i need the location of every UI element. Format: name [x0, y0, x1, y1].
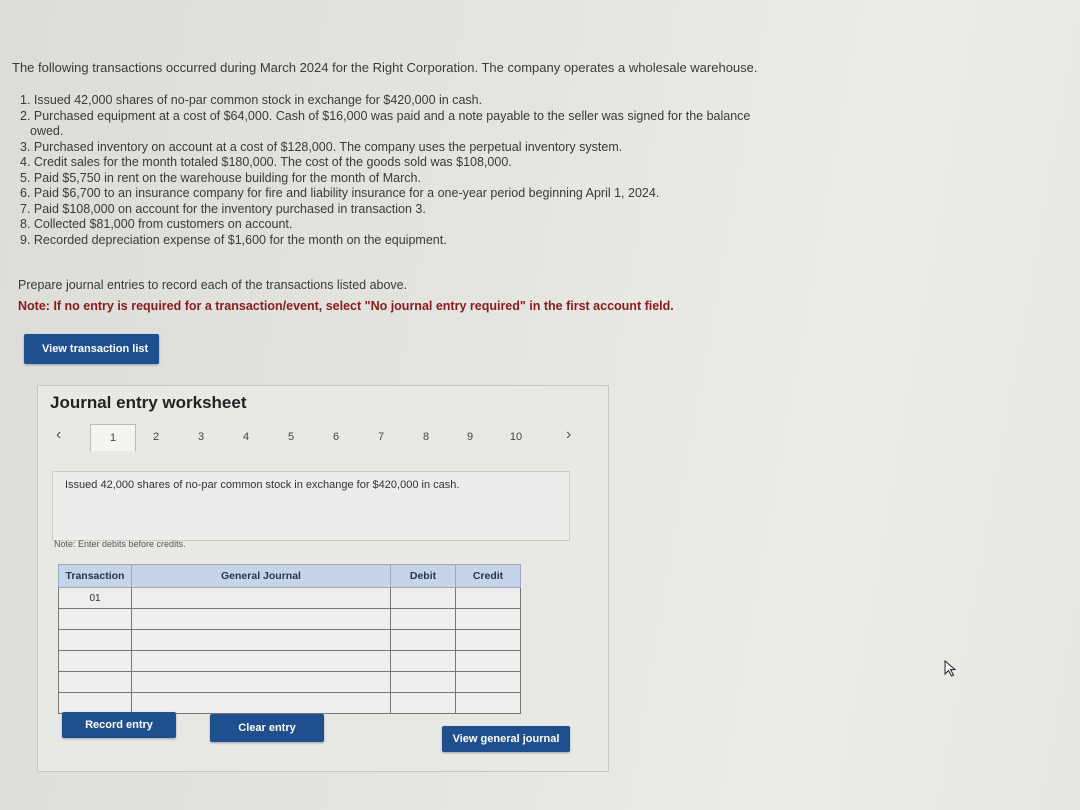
list-item: 1. Issued 42,000 shares of no-par common stock in exchange for $420,000 in cash. — [20, 93, 483, 107]
tab-9[interactable]: 9 — [466, 431, 474, 443]
table-row — [59, 651, 521, 672]
transaction-description: Issued 42,000 shares of no-par common stock in exchange for $420,000 in cash. — [52, 471, 570, 541]
transaction-cell — [59, 693, 132, 714]
journal-table — [58, 564, 521, 714]
credit-input[interactable] — [456, 693, 521, 714]
transaction-cell — [59, 630, 132, 651]
credit-input[interactable] — [456, 672, 521, 693]
record-entry-button[interactable]: Record entry — [62, 712, 176, 738]
table-row — [59, 630, 521, 651]
debit-input[interactable] — [391, 630, 456, 651]
list-item: 2. Purchased equipment at a cost of $64,000. Cash of $16,000 was paid and a note payable to the seller was signed for the balance — [20, 108, 751, 123]
journal-worksheet — [37, 385, 609, 772]
transaction-cell: 01 — [59, 588, 132, 609]
instruction-text: Prepare journal entries to record each of the transactions listed above. — [18, 278, 408, 292]
list-item: 5. Paid $5,750 in rent on the warehouse building for the month of March. — [20, 170, 421, 185]
list-item: owed. — [30, 124, 64, 138]
chevron-left-icon[interactable]: ‹ — [56, 426, 62, 443]
list-item: 3. Purchased inventory on account at a cost of $128,000. The company uses the perpetual inventory system. — [20, 139, 623, 154]
header-debit: Debit — [391, 565, 456, 588]
credit-input[interactable] — [456, 609, 521, 630]
tab-5[interactable]: 5 — [287, 431, 295, 443]
account-select[interactable] — [132, 630, 391, 651]
account-select[interactable] — [132, 588, 391, 609]
account-select[interactable] — [132, 693, 391, 714]
transaction-cell — [59, 672, 132, 693]
tab-1[interactable]: 1 — [90, 424, 136, 451]
list-item: 8. Collected $81,000 from customers on account. — [20, 217, 293, 231]
table-row — [59, 672, 521, 693]
clear-entry-button[interactable]: Clear entry — [210, 714, 324, 742]
view-general-journal-button[interactable]: View general journal — [442, 726, 570, 752]
table-row — [59, 588, 521, 609]
credit-input[interactable] — [456, 630, 521, 651]
transaction-list — [20, 93, 860, 248]
table-row — [59, 609, 521, 630]
header-credit: Credit — [456, 565, 521, 588]
transaction-cell — [59, 609, 132, 630]
tab-3[interactable]: 3 — [197, 431, 205, 443]
tab-2[interactable]: 2 — [152, 431, 160, 443]
worksheet-title: Journal entry worksheet — [50, 393, 247, 412]
credit-input[interactable] — [456, 651, 521, 672]
view-transaction-list-button[interactable]: View transaction list — [24, 334, 159, 364]
list-item: 6. Paid $6,700 to an insurance company for fire and liability insurance for a one-year period beginning April 1, 2024. — [20, 186, 660, 200]
list-item: 7. Paid $108,000 on account for the inventory purchased in transaction 3. — [20, 201, 426, 216]
account-select[interactable] — [132, 609, 391, 630]
tab-10[interactable]: 10 — [509, 431, 523, 443]
table-row — [59, 693, 521, 714]
tab-7[interactable]: 7 — [377, 431, 385, 443]
account-select[interactable] — [132, 672, 391, 693]
credit-input[interactable] — [456, 588, 521, 609]
debit-input[interactable] — [391, 651, 456, 672]
header-general-journal: General Journal — [132, 565, 391, 588]
debit-input[interactable] — [391, 672, 456, 693]
chevron-right-icon[interactable]: › — [566, 426, 572, 443]
tab-6[interactable]: 6 — [332, 431, 340, 443]
list-item: 9. Recorded depreciation expense of $1,600 for the month on the equipment. — [20, 232, 447, 247]
intro-text: The following transactions occurred during March 2024 for the Right Corporation. The company operates a wholesale warehouse. — [12, 60, 758, 75]
worksheet-tabs — [48, 424, 588, 452]
mouse-cursor-icon — [943, 660, 959, 678]
debits-note: Note: Enter debits before credits. — [54, 539, 186, 549]
header-transaction: Transaction — [59, 565, 132, 588]
list-item: 4. Credit sales for the month totaled $180,000. The cost of the goods sold was $108,000. — [20, 155, 512, 169]
debit-input[interactable] — [391, 609, 456, 630]
tab-4[interactable]: 4 — [242, 431, 250, 443]
debit-input[interactable] — [391, 693, 456, 714]
tab-8[interactable]: 8 — [422, 431, 430, 443]
debit-input[interactable] — [391, 588, 456, 609]
account-select[interactable] — [132, 651, 391, 672]
note-text: Note: If no entry is required for a transaction/event, select "No journal entry required" in the first account field. — [18, 299, 674, 313]
transaction-cell — [59, 651, 132, 672]
